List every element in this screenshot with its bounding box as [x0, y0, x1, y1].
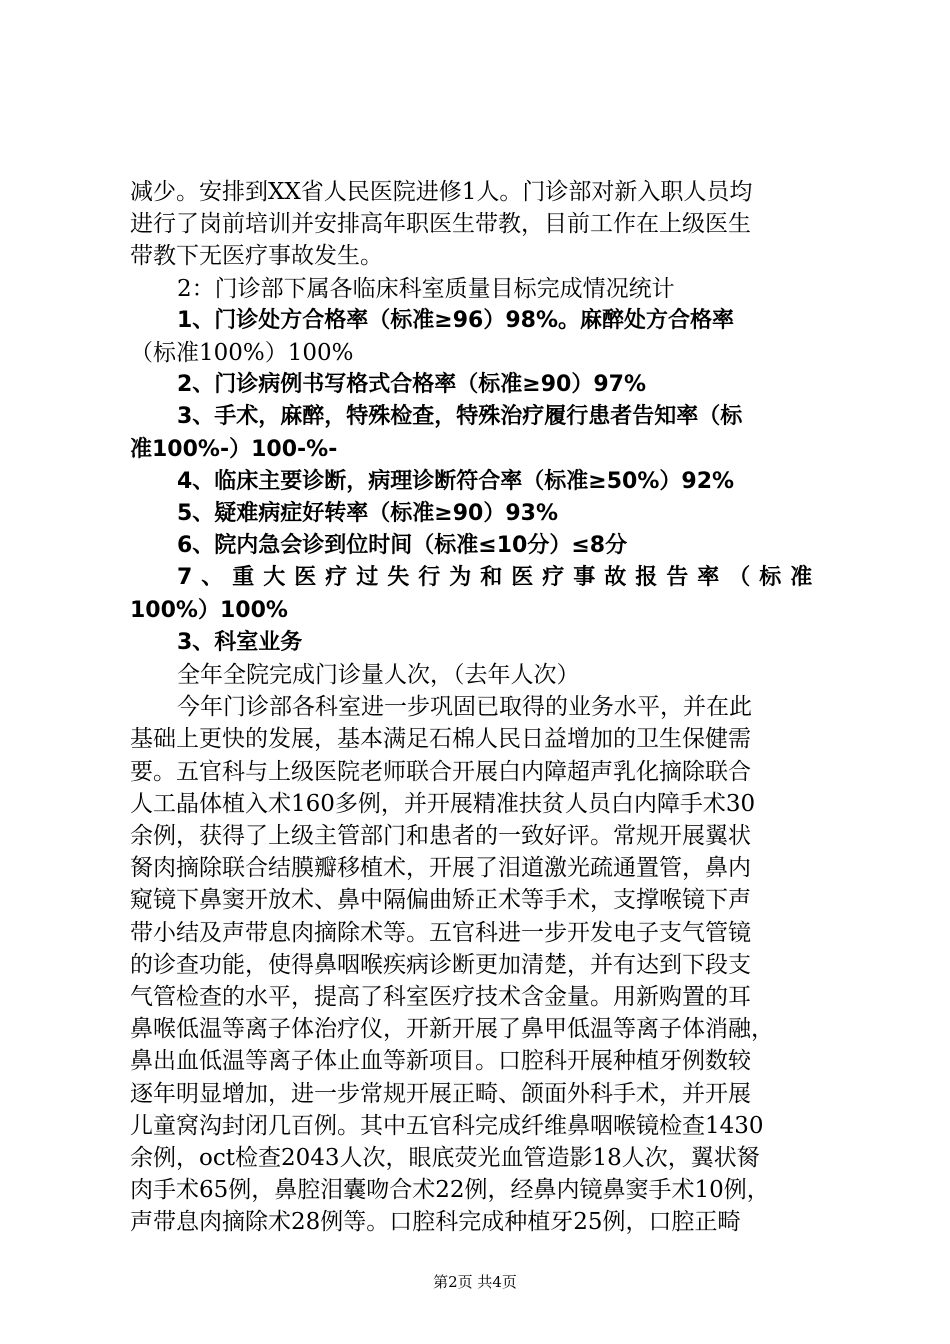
body-text-line: 要。五官科与上级医院老师联合开展白内障超声乳化摘除联合 — [130, 759, 751, 785]
body-text-line: 今年门诊部各科室进一步巩固已取得的业务水平，并在此 — [177, 694, 752, 720]
body-text-line: 余例，获得了上级主管部门和患者的一致好评。常规开展翼状 — [130, 823, 751, 849]
body-text-line: 儿童窝沟封闭几百例。其中五官科完成纤维鼻咽喉镜检查1430 — [130, 1113, 764, 1139]
body-text-line: 鼻出血低温等离子体止血等新项目。口腔科开展种植牙例数较 — [130, 1048, 751, 1074]
body-text-line: 2：门诊部下属各临床科室质量目标完成情况统计 — [177, 276, 675, 302]
body-text-line: 鼻喉低温等离子体治疗仪，开新开展了鼻甲低温等离子体消融， — [130, 1016, 774, 1042]
body-text-line: （标准100%）100% — [130, 340, 354, 366]
body-text-line: 全年全院完成门诊量人次，（去年人次） — [177, 662, 580, 688]
body-text-line: 声带息肉摘除术28例等。口腔科完成种植牙25例，口腔正畸 — [130, 1209, 741, 1235]
body-text-line: 2、门诊病例书写格式合格率（标准≥90）97% — [177, 372, 647, 397]
body-text-line: 100%）100% — [130, 598, 288, 623]
body-text-line: 肉手术65例，鼻腔泪囊吻合术22例，经鼻内镜鼻窦手术10例， — [130, 1177, 770, 1203]
body-text-line: 7、重大医疗过失行为和医疗事故报告率（标准 — [177, 565, 822, 590]
body-text-line: 减少。安排到XX省人民医院进修1人。门诊部对新入职人员均 — [130, 179, 753, 205]
body-text-line: 3、科室业务 — [177, 630, 303, 655]
body-text-line: 逐年明显增加，进一步常规开展正畸、颌面外科手术，并开展 — [130, 1081, 751, 1107]
body-text-line: 1、门诊处方合格率（标准≥96）98%。麻醉处方合格率 — [177, 308, 735, 333]
body-text-line: 胬肉摘除联合结膜瓣移植术，开展了泪道激光疏通置管，鼻内 — [130, 855, 751, 881]
body-text-line: 进行了岗前培训并安排高年职医生带教，目前工作在上级医生 — [130, 211, 751, 237]
body-text-line: 带小结及声带息肉摘除术等。五官科进一步开发电子支气管镜 — [130, 920, 751, 946]
body-text-line: 窥镜下鼻窦开放术、鼻中隔偏曲矫正术等手术，支撑喉镜下声 — [130, 887, 751, 913]
body-text-line: 带教下无医疗事故发生。 — [130, 243, 383, 269]
body-text-line: 的诊查功能，使得鼻咽喉疾病诊断更加清楚，并有达到下段支 — [130, 952, 751, 978]
page-footer: 第2页 共4页 — [433, 1273, 517, 1291]
body-text-line: 3、手术，麻醉，特殊检查，特殊治疗履行患者告知率（标 — [177, 404, 743, 429]
body-text-line: 6、院内急会诊到位时间（标准≤10分）≤8分 — [177, 533, 628, 558]
body-text-line: 5、疑难病症好转率（标准≥90）93% — [177, 501, 559, 526]
body-text-line: 人工晶体植入术160多例，并开展精准扶贫人员白内障手术30 — [130, 791, 756, 817]
body-text-line: 气管检查的水平，提高了科室医疗技术含金量。用新购置的耳 — [130, 984, 751, 1010]
body-text-line: 准100%-）100-%- — [130, 437, 338, 462]
body-text-line: 4、临床主要诊断，病理诊断符合率（标准≥50%）92% — [177, 469, 735, 494]
body-text-line: 基础上更快的发展，基本满足石棉人民日益增加的卫生保健需 — [130, 726, 751, 752]
body-text-line: 余例，oct检查2043人次，眼底荧光血管造影18人次，翼状胬 — [130, 1145, 760, 1171]
